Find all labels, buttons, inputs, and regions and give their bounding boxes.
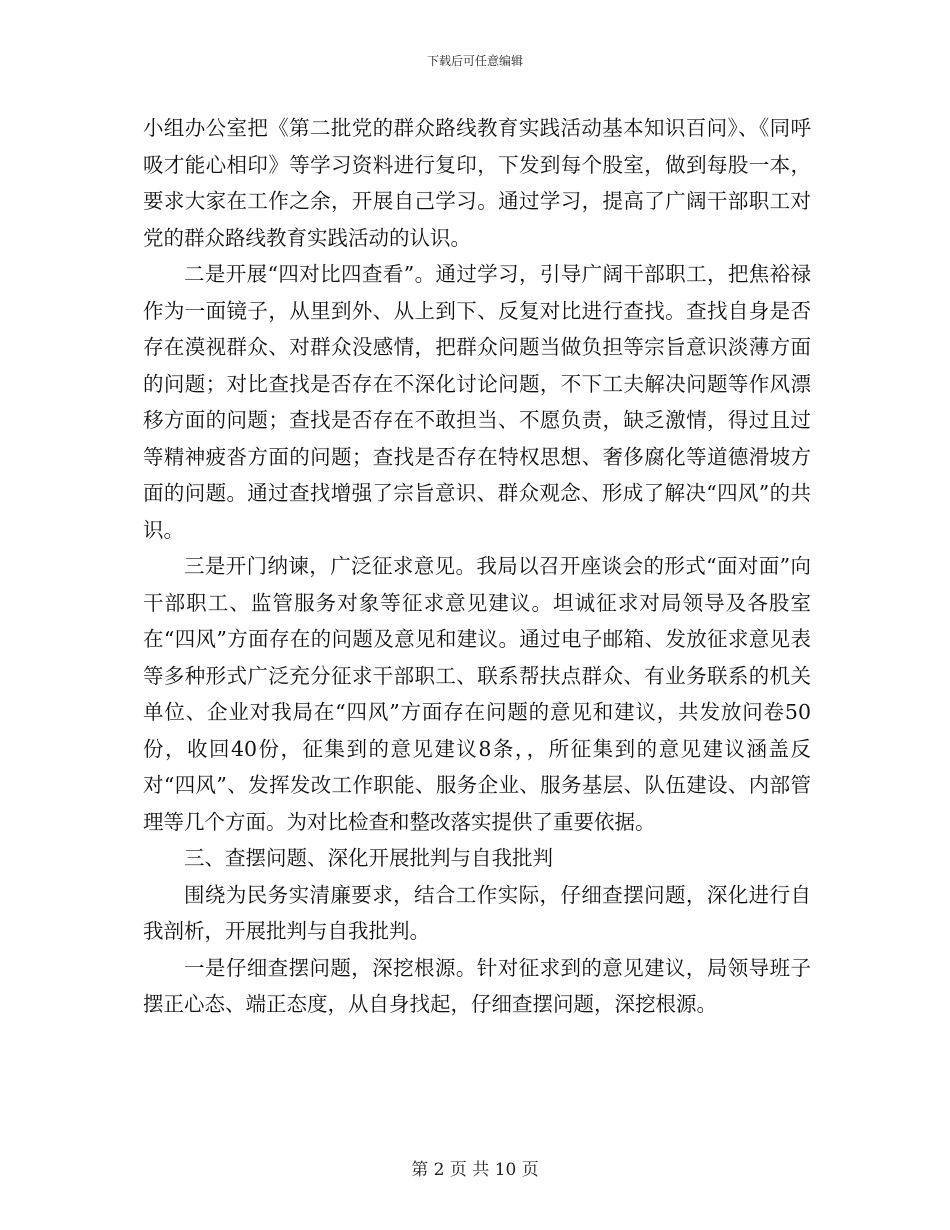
page-number-footer: 第 2 页 共 10 页 xyxy=(411,1160,539,1180)
paragraph-solicit-opinions: 三是开门纳谏，广泛征求意见。我局以召开座谈会的形式“面对面”向干部职工、监管服务对象等征求意见建议。坦诚征求对局领导及各股室在“四风”方面存在的问题及意见和建议。通过电子邮箱、发放征求意见表等多种形式广泛充分征求干部职工、联系帮扶点群众、有业务联系的机关单位、企业对我局在“四风”方面存在问题的意见和建议，共发放问卷50份，收回40份，征集到的意见建议8条，，所征集到的意见建议涵盖反对“四风”、发挥发改工作职能、服务企业、服务基层、队伍建设、内部管理等几个方面。为对比检查和整改落实提供了重要依据。 xyxy=(143,554,811,834)
paragraph-find-problems: 一是仔细查摆问题，深挖根源。针对征求到的意见建议，局领导班子摆正心态、端正态度，从自身找起，仔细查摆问题，深挖根源。 xyxy=(143,955,811,1016)
paragraph-four-comparisons: 二是开展“四对比四查看”。通过学习，引导广阔干部职工，把焦裕禄作为一面镜子，从里到外、从上到下、反复对比进行查找。查找自身是否存在漠视群众、对群众没感情，把群众问题当做负担等宗旨意识淡薄方面的问题；对比查找是否存在不深化讨论问题，不下工夫解决问题等作风漂移方面的问题；查找是否存在不敢担当、不愿负责，缺乏激情，得过且过等精神疲沓方面的问题；查找是否存在特权思想、奢侈腐化等道德滑坡方面的问题。通过查找增强了宗旨意识、群众观念、形成了解决“四风”的共识。 xyxy=(143,262,811,542)
paragraph-continuation: 小组办公室把《第二批党的群众路线教育实践活动基本知识百问》、《同呼吸才能心相印》等学习资料进行复印，下发到每个股室，做到每股一本，要求大家在工作之余，开展自己学习。通过学习，提高了广阔干部职工对党的群众路线教育实践活动的认识。 xyxy=(143,116,811,250)
document-body xyxy=(143,110,811,1023)
paragraph-section-intro: 围绕为民务实清廉要求，结合工作实际，仔细查摆问题，深化进行自我剖析，开展批判与自我批判。 xyxy=(143,882,811,943)
section-heading-three: 三、查摆问题、深化开展批判与自我批判 xyxy=(184,846,553,870)
page-header: 下载后可任意编辑 xyxy=(426,54,523,68)
